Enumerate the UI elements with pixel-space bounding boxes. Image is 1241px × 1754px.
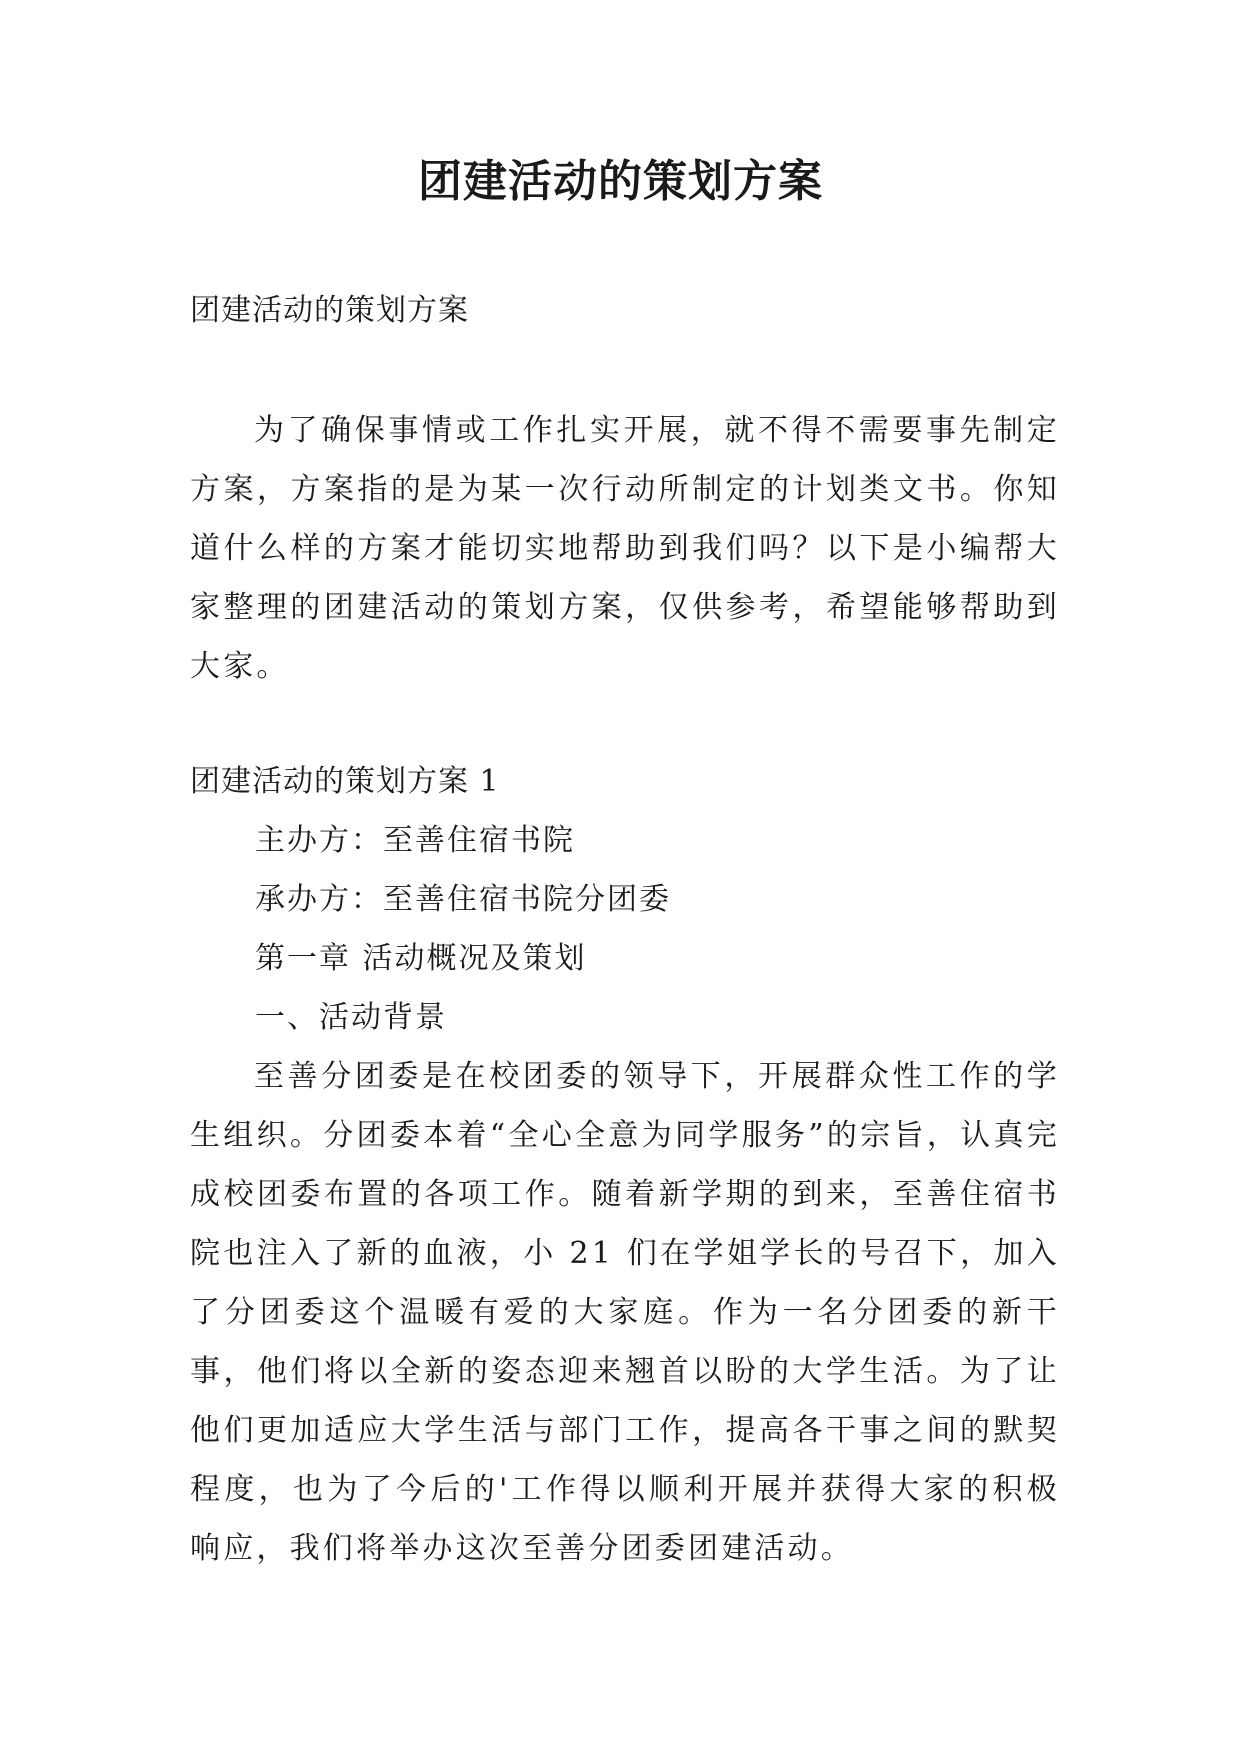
background-paragraph: 至善分团委是在校团委的领导下，开展群众性工作的学生组织。分团委本着“全心全意为同学服务”的宗旨，认真完成校团委布置的各项工作。随着新学期的到来，至善住宿书院也注入了新的血液，小 21 们在学姐学长的号召下，加入了分团委这个温暖有爱的大家庭。作为一名分团委的新干事，他们将以全新的姿态迎来翘首以盼的大学生活。为了让他们更加适应大学生活与部门工作，提高各干事之间的默契程度，也为了今后的'工作得以顺利开展并获得大家的积极响应，我们将举办这次至善分团委团建活动。 [190, 1059, 1060, 1566]
intro-paragraph: 为了确保事情或工作扎实开展，就不得不需要事先制定方案，方案指的是为某一次行动所制定的计划类文书。你知道什么样的方案才能切实地帮助到我们吗？以下是小编帮大家整理的团建活动的策划方案，仅供参考，希望能够帮助到大家。 [190, 413, 1060, 684]
document-title: 团建活动的策划方案 [418, 156, 823, 207]
document-subtitle: 团建活动的策划方案 [190, 293, 469, 328]
chapter-heading: 第一章 活动概况及策划 [255, 941, 587, 976]
subsection-heading: 一、活动背景 [255, 1000, 447, 1035]
section-heading: 团建活动的策划方案 1 [190, 764, 500, 799]
co-organizer-line: 承办方：至善住宿书院分团委 [255, 882, 671, 917]
organizer-line: 主办方：至善住宿书院 [255, 823, 575, 858]
